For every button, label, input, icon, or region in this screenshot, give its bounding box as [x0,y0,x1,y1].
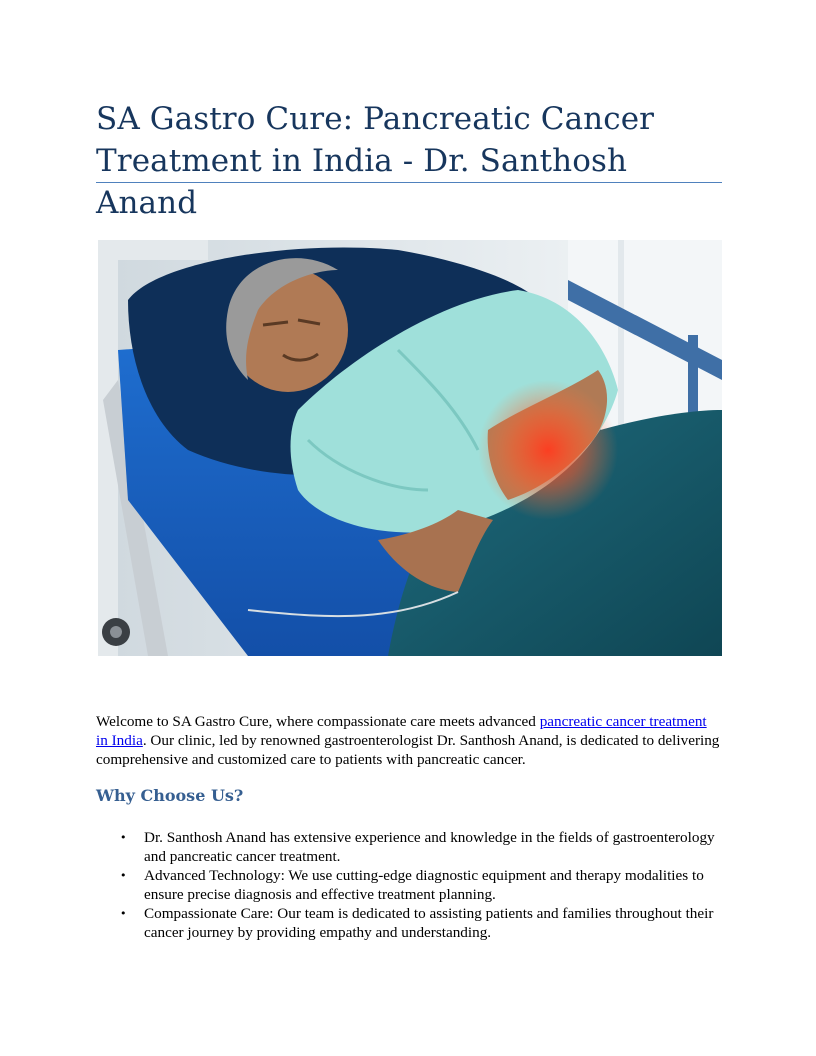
list-item-text: Advanced Technology: We use cutting-edge diagnostic equipment and therapy modalities to ensure precise diagnosis and effective treatment planning. [144,867,704,903]
intro-text-end: . Our clinic, led by renowned gastroenterologist Dr. Santhosh Anand, is dedicated to delivering comprehensive and customized care to patients with pancreatic cancer. [96,732,720,768]
bullet-icon: • [120,907,127,920]
list-item [96,904,722,942]
pancreatic-cancer-treatment-link[interactable]: pancreatic cancer treatment in India [96,713,707,749]
list-item-text: Compassionate Care: Our team is dedicated to assisting patients and families throughout their cancer journey by providing empathy and understanding. [144,905,714,941]
document-title: SA Gastro Cure: Pancreatic Cancer Treatment in India - Dr. Santhosh Anand [96,101,655,221]
hero-photo-patient-in-pain [98,240,722,656]
intro-paragraph [96,712,722,769]
why-choose-us-list [96,828,722,942]
bullet-icon: • [120,831,127,844]
intro-text-start: Welcome to SA Gastro Cure, where compassionate care meets advanced [96,713,540,730]
list-item [96,828,722,866]
bullet-icon: • [120,869,127,882]
title-underline [96,182,722,183]
list-item [96,866,722,904]
list-item-text: Dr. Santhosh Anand has extensive experience and knowledge in the fields of gastroenterology and pancreatic cancer treatment. [144,829,715,865]
section-heading-why-choose-us: Why Choose Us? [96,786,244,805]
hero-photo-illustration [98,240,722,656]
